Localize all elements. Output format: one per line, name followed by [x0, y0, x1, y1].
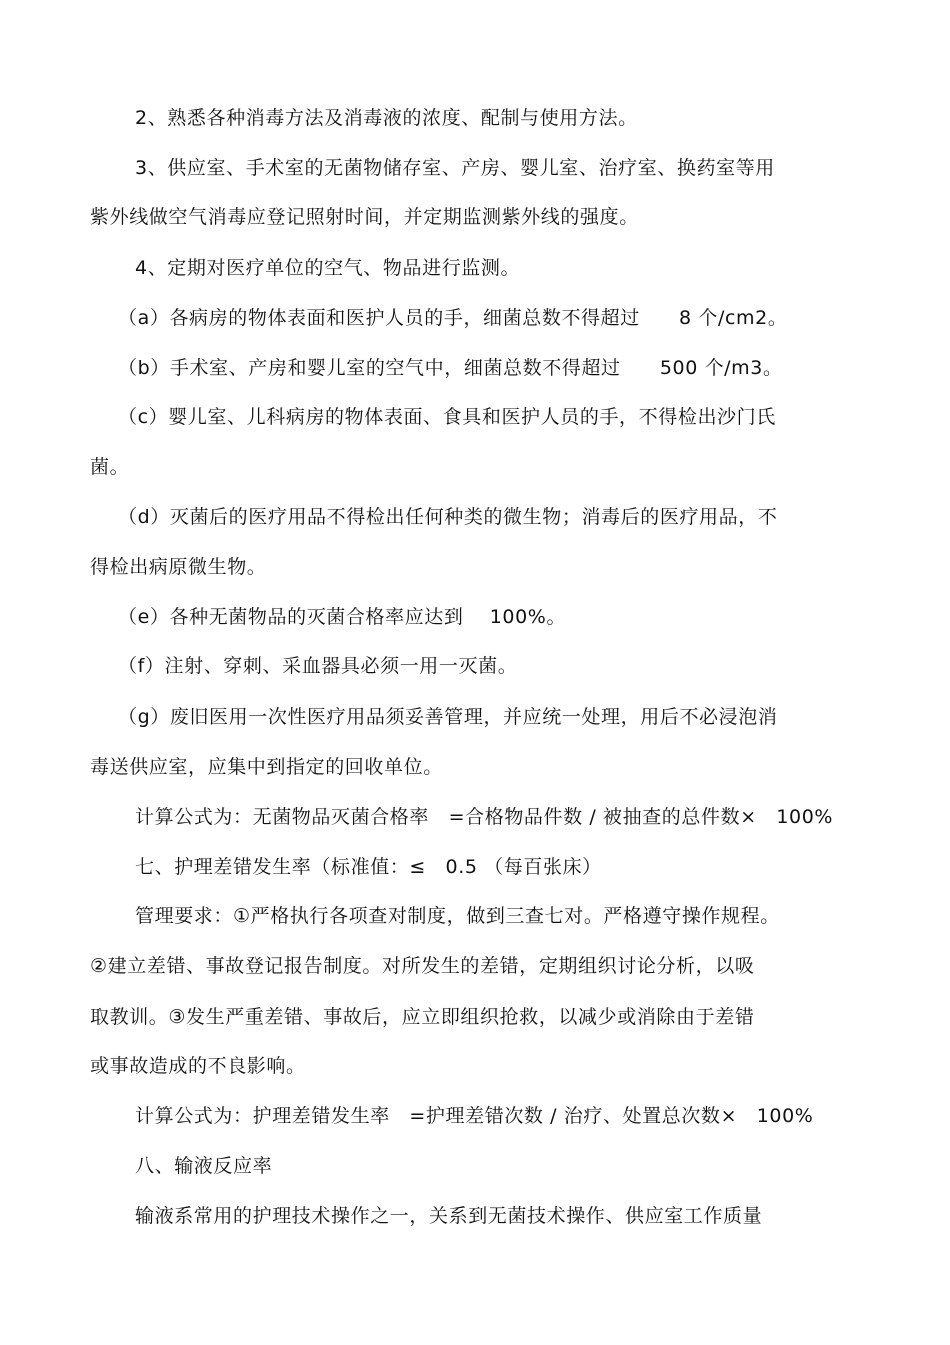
item-b-text: （b）手术室、产房和婴儿室的空气中，细菌总数不得超过 500 个/m3。 — [118, 357, 783, 379]
item-d-text: （d）灭菌后的医疗用品不得检出任何种类的微生物；消毒后的医疗用品，不 — [118, 506, 778, 528]
item-3-continuation: 紫外线做空气消毒应登记照射时间，并定期监测紫外线的强度。 — [90, 206, 639, 228]
item-2-text: 2、熟悉各种消毒方法及消毒液的浓度、配制与使用方法。 — [135, 107, 638, 129]
management-requirements-line-4: 或事故造成的不良影响。 — [90, 1055, 306, 1077]
section-8-heading: 八、输液反应率 — [135, 1155, 273, 1177]
item-a-text: （a）各病房的物体表面和医护人员的手，细菌总数不得超过 8 个/cm2。 — [118, 307, 788, 329]
item-e-text: （e）各种无菌物品的灭菌合格率应达到 100%。 — [118, 606, 567, 628]
formula-sterilization-rate: 计算公式为：无菌物品灭菌合格率 =合格物品件数 / 被抽查的总件数× 100% — [135, 806, 834, 828]
management-requirements-line-3: 取教训。③发生严重差错、事故后，应立即组织抢救，以减少或消除由于差错 — [90, 1006, 755, 1028]
management-requirements-text: 管理要求：①严格执行各项查对制度，做到三查七对。严格遵守操作规程。 — [135, 905, 780, 927]
item-d-continuation: 得检出病原微生物。 — [90, 556, 267, 578]
infusion-paragraph-text: 输液系常用的护理技术操作之一，关系到无菌技术操作、供应室工作质量 — [135, 1205, 763, 1227]
item-3-text: 3、供应室、手术室的无菌物储存室、产房、婴儿室、治疗室、换药室等用 — [135, 157, 775, 179]
section-7-heading: 七、护理差错发生率（标准值：≤ 0.5 （每百张床） — [135, 856, 602, 878]
item-c-text: （c）婴儿室、儿科病房的物体表面、食具和医护人员的手，不得检出沙门氏 — [118, 406, 776, 428]
item-f-text: （f）注射、穿刺、采血器具必须一用一灭菌。 — [118, 655, 518, 677]
item-g-text: （g）废旧医用一次性医疗用品须妥善管理，并应统一处理，用后不必浸泡消 — [118, 706, 778, 728]
management-requirements-line-2: ②建立差错、事故登记报告制度。对所发生的差错，定期组织讨论分析，以吸 — [90, 955, 755, 977]
item-c-continuation: 菌。 — [90, 456, 130, 478]
formula-error-rate: 计算公式为：护理差错发生率 =护理差错次数 / 治疗、处置总次数× 100% — [135, 1105, 814, 1127]
item-g-continuation: 毒送供应室，应集中到指定的回收单位。 — [90, 756, 443, 778]
item-4-text: 4、定期对医疗单位的空气、物品进行监测。 — [135, 257, 521, 279]
